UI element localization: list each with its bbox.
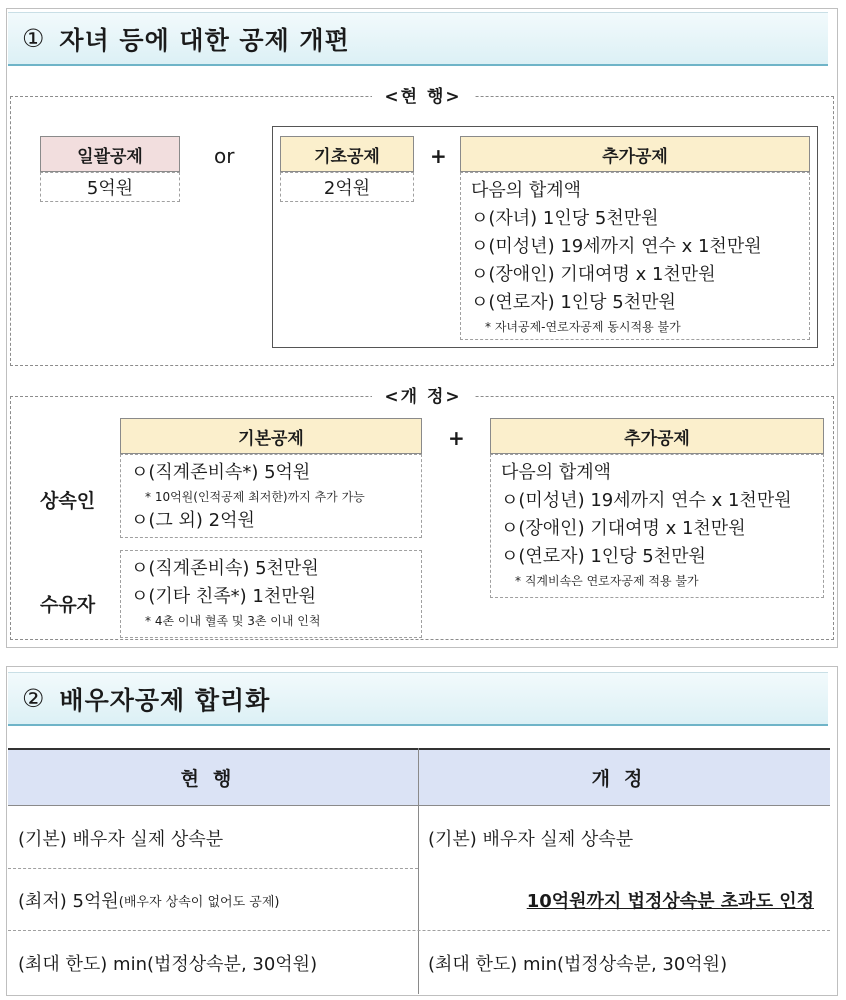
revised-additional-note: * 직계비속은 연로자공제 적용 불가 — [515, 574, 699, 588]
section1-header — [8, 12, 828, 66]
list-item: ㅇ(자녀) 1인당 5천만원 — [471, 208, 659, 229]
list-item: ㅇ(기타 친족*) 1천만원 — [131, 586, 317, 607]
list-item: ㅇ(장애인) 기대여명 x 1천만원 — [471, 264, 716, 285]
lump-deduction-value: 5억원 — [40, 172, 180, 202]
heir-list — [120, 454, 422, 538]
current-additional-list — [460, 172, 810, 340]
column-header-revised: 개정 — [418, 748, 830, 806]
or-text: or — [214, 144, 235, 168]
revised-additional-header: 추가공제 — [490, 418, 824, 454]
heir-note: * 10억원(인적공제 최저한)까지 추가 가능 — [145, 490, 365, 504]
section1-title: 자녀 등에 대한 공제 개편 — [59, 25, 350, 55]
row-divider — [8, 868, 418, 869]
heir-label: 상속인 — [40, 490, 96, 512]
list-item: ㅇ(그 외) 2억원 — [131, 510, 255, 531]
current-label-wrap — [0, 86, 846, 108]
revised-label: <개 정> — [372, 387, 473, 407]
current-label: <현 행> — [372, 87, 473, 107]
current-additional-header: 추가공제 — [460, 136, 810, 172]
lump-deduction-header: 일괄공제 — [40, 136, 180, 172]
current-additional-note: * 자녀공제-연로자공제 동시적용 불가 — [485, 320, 681, 334]
list-item: ㅇ(미성년) 19세까지 연수 x 1천만원 — [471, 236, 762, 257]
basic-deduction-header: 기초공제 — [280, 136, 414, 172]
min-deduction-text: (최저) 5억원 — [18, 891, 119, 912]
table-cell: (최대 한도) min(법정상속분, 30억원) — [18, 954, 318, 975]
basic-deduction-value: 2억원 — [280, 172, 414, 202]
current-plus: + — [430, 144, 447, 168]
revised-label-wrap — [0, 386, 846, 408]
list-item: ㅇ(연로자) 1인당 5천만원 — [471, 292, 676, 313]
table-cell: 10억원까지 법정상속분 초과도 인정 — [526, 891, 814, 912]
list-item: ㅇ(미성년) 19세까지 연수 x 1천만원 — [501, 490, 792, 511]
list-item: ㅇ(직계존비속*) 5억원 — [131, 462, 311, 483]
list-item: ㅇ(연로자) 1인당 5천만원 — [501, 546, 706, 567]
section2-title: 배우자공제 합리화 — [59, 685, 271, 715]
section2-header — [8, 672, 828, 726]
table-cell: (최대 한도) min(법정상속분, 30억원) — [428, 954, 728, 975]
table-cell: (기본) 배우자 실제 상속분 — [18, 829, 224, 850]
revised-additional-list — [490, 454, 824, 598]
table-cell: (기본) 배우자 실제 상속분 — [428, 829, 634, 850]
revised-basic-header: 기본공제 — [120, 418, 422, 454]
legatee-list — [120, 550, 422, 638]
list-item: ㅇ(장애인) 기대여명 x 1천만원 — [501, 518, 746, 539]
column-header-current: 현행 — [8, 748, 418, 806]
legatee-label: 수유자 — [40, 594, 96, 616]
table-cell — [8, 870, 418, 930]
section2-number: ② — [22, 684, 46, 713]
revised-additional-intro: 다음의 합계액 — [501, 462, 612, 483]
current-additional-intro: 다음의 합계액 — [471, 180, 582, 201]
min-deduction-note: (배우자 상속이 없어도 공제) — [118, 894, 280, 910]
legatee-note: * 4촌 이내 혈족 및 3촌 이내 인척 — [145, 614, 321, 628]
revised-plus: + — [448, 426, 465, 450]
section1-number: ① — [22, 24, 46, 53]
list-item: ㅇ(직계존비속) 5천만원 — [131, 558, 319, 579]
row-divider — [8, 930, 830, 931]
